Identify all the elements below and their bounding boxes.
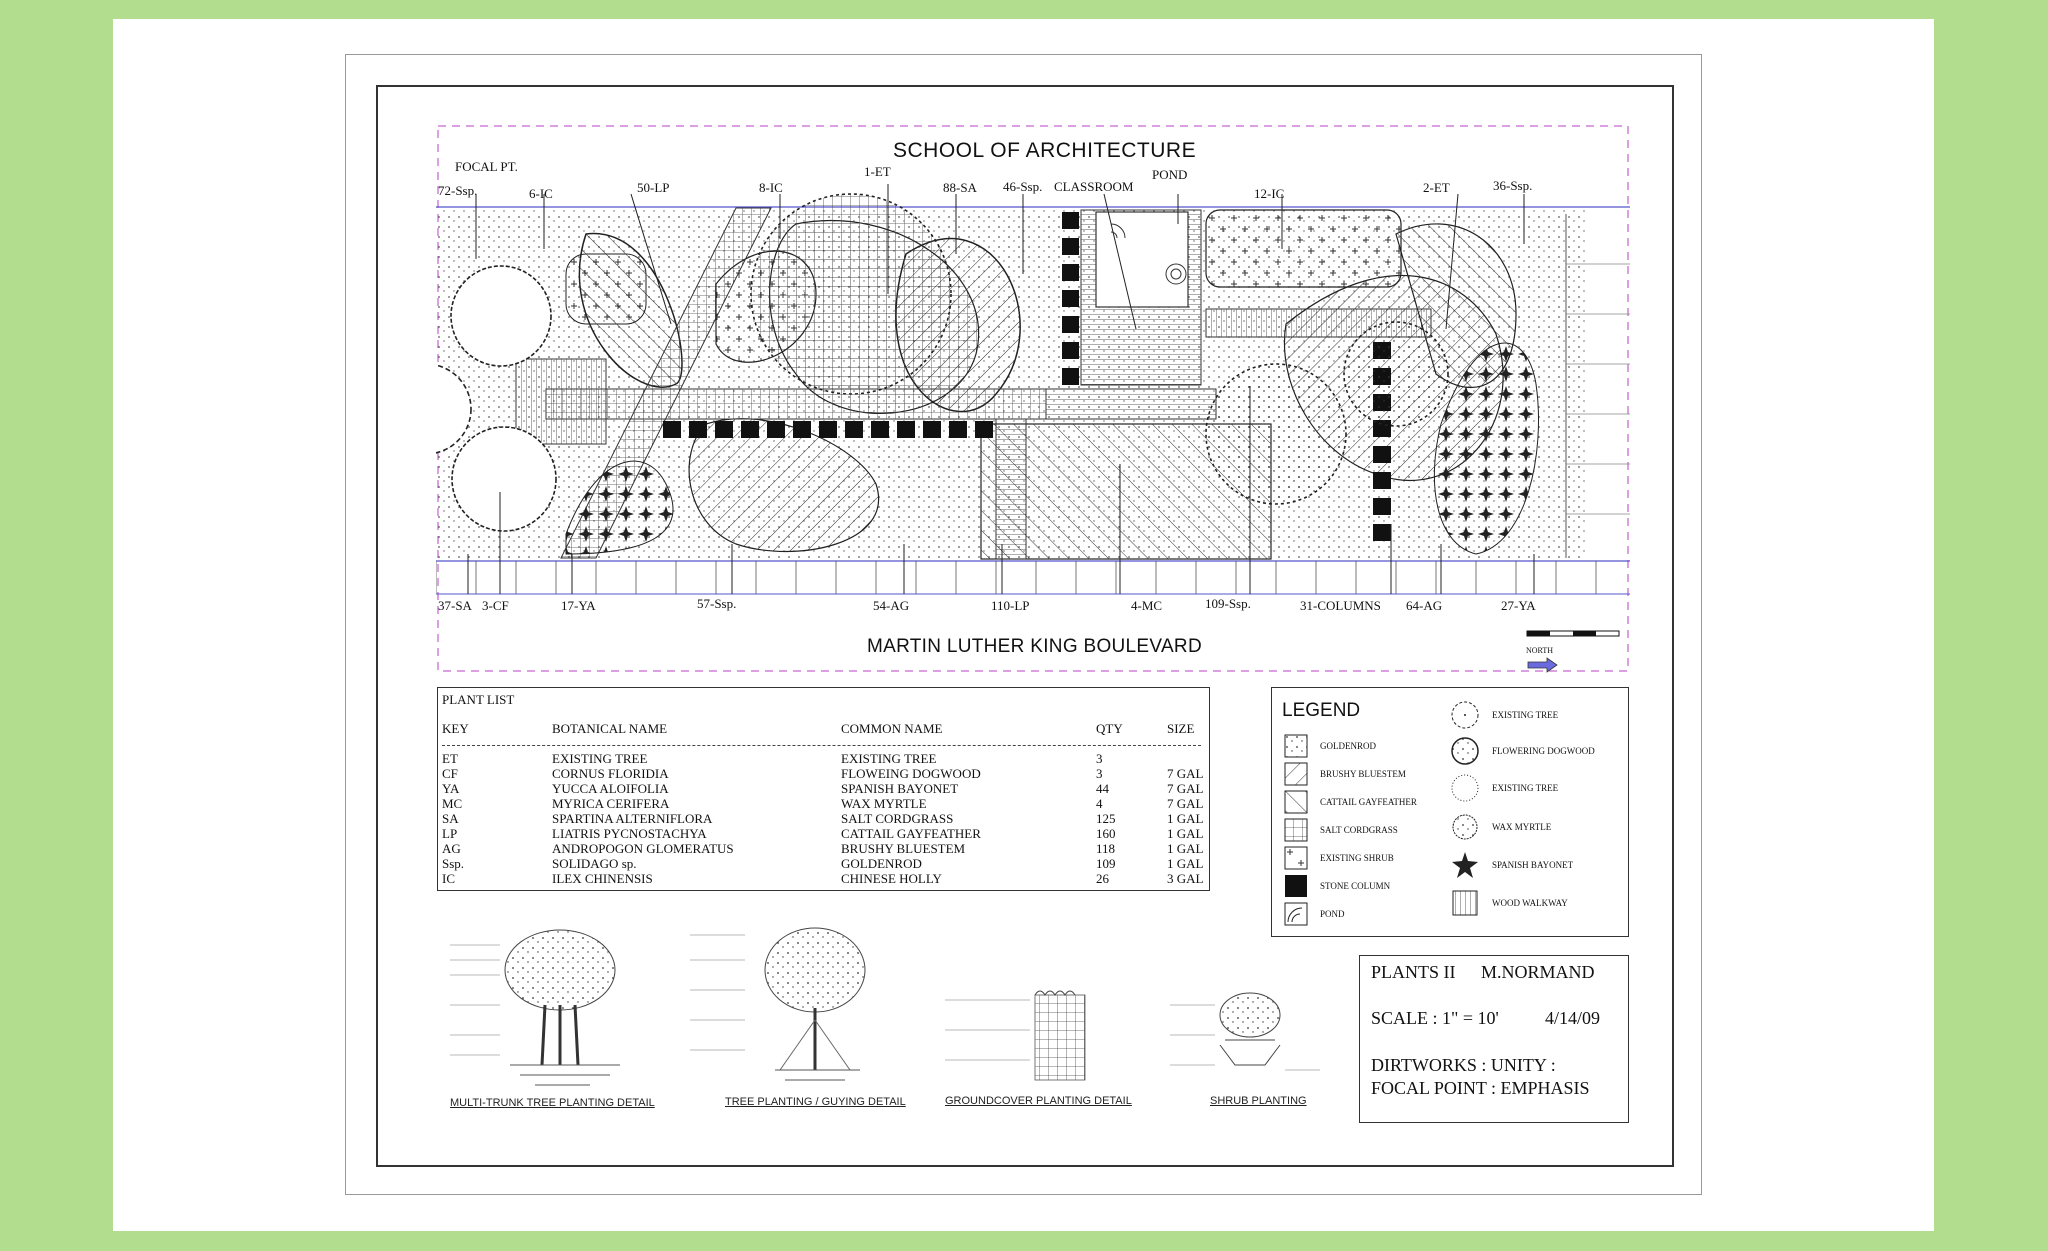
legend-item: FLOWERING DOGWOOD [1450, 736, 1595, 766]
callout-top: 88-SA [943, 180, 977, 195]
callout-top: 72-Ssp. [438, 183, 478, 198]
site-title: SCHOOL OF ARCHITECTURE [893, 139, 1197, 162]
table-row: CF CORNUS FLORIDIA FLOWEING DOGWOOD 3 7 GAL [442, 766, 1204, 781]
drawing-date: 4/14/09 [1545, 1008, 1601, 1028]
notes-line-2: FOCAL POINT : EMPHASIS [1371, 1078, 1590, 1098]
callout-bottom: 3-CF [482, 598, 509, 613]
legend-title: LEGEND [1282, 700, 1361, 721]
callout-top: 12-IC [1254, 186, 1285, 201]
col-qty: QTY [1096, 721, 1123, 736]
col-key: KEY [442, 721, 469, 736]
author-name: M.NORMAND [1481, 962, 1595, 982]
callout-top: 36-Ssp. [1493, 178, 1533, 193]
course-name: PLANTS II [1371, 962, 1456, 982]
existing-tree-icon [1450, 700, 1480, 730]
goldenrod-swatch-icon [1284, 734, 1308, 758]
callout-top: 8-IC [759, 180, 783, 195]
notes-line-1: DIRTWORKS : UNITY : [1371, 1055, 1556, 1075]
table-row: SA SPARTINA ALTERNIFLORA SALT CORDGRASS 125 1 GAL [442, 811, 1204, 826]
callout-top: 46-Ssp. [1003, 179, 1043, 194]
table-row: Ssp. SOLIDAGO sp. GOLDENROD 109 1 GAL [442, 856, 1204, 871]
legend-item: EXISTING SHRUB [1284, 846, 1394, 870]
legend-item: STONE COLUMN [1284, 874, 1390, 898]
shrub-swatch-icon [1284, 846, 1308, 870]
drawing-scale: SCALE : 1" = 10' [1371, 1008, 1499, 1028]
legend-item: BRUSHY BLUESTEM [1284, 762, 1406, 786]
legend-item: WAX MYRTLE [1450, 812, 1551, 842]
col-size: SIZE [1167, 721, 1195, 736]
callout-bottom: 54-AG [873, 598, 910, 613]
existing-tree-alt-icon [1450, 773, 1480, 803]
spanish-bayonet-icon [1450, 850, 1480, 880]
legend-item: SALT CORDGRASS [1284, 818, 1398, 842]
tree-planting-detail: TREE PLANTING / GUYING DETAIL [685, 920, 910, 1115]
groundcover-planting-detail: GROUNDCOVER PLANTING DETAIL [940, 985, 1140, 1110]
callout-bottom: 109-Ssp. [1205, 596, 1251, 611]
title-block [1359, 955, 1629, 1123]
divider [442, 745, 1201, 746]
table-row: YA YUCCA ALOIFOLIA SPANISH BAYONET 44 7 GAL [442, 781, 1204, 796]
cordgrass-swatch-icon [1284, 818, 1308, 842]
callout-bottom: 31-COLUMNS [1300, 598, 1381, 613]
callout-bottom: 110-LP [991, 598, 1030, 613]
callout-top: 1-ET [864, 164, 891, 179]
callout-top: POND [1152, 167, 1188, 182]
wood-walkway-icon [1450, 890, 1480, 916]
callout-bottom: 17-YA [561, 598, 596, 613]
table-row: AG ANDROPOGON GLOMERATUS BRUSHY BLUESTEM 118 1 GAL [442, 841, 1204, 856]
callout-bottom: 57-Ssp. [697, 596, 737, 611]
plant-list-heading: PLANT LIST [442, 692, 515, 707]
stone-column-icon [1284, 874, 1308, 898]
callout-bottom: 4-MC [1131, 598, 1163, 613]
col-common: COMMON NAME [841, 721, 943, 736]
legend-item: EXISTING TREE [1450, 700, 1558, 730]
legend-item: GOLDENROD [1284, 734, 1376, 758]
callout-top: FOCAL PT. [455, 159, 518, 174]
callout-top: 2-ET [1423, 180, 1450, 195]
wax-myrtle-icon [1450, 812, 1480, 842]
gayfeather-swatch-icon [1284, 790, 1308, 814]
multi-trunk-tree-illustration [440, 925, 665, 1095]
callout-top: 50-LP [637, 180, 670, 195]
callout-bottom: 37-SA [438, 598, 472, 613]
table-row: MC MYRICA CERIFERA WAX MYRTLE 4 7 GAL [442, 796, 1204, 811]
shrub-planting-detail: SHRUB PLANTING [1165, 985, 1325, 1110]
callout-top: 6-IC [529, 186, 553, 201]
callout-top: CLASSROOM [1054, 179, 1134, 194]
legend-item: WOOD WALKWAY [1450, 890, 1568, 916]
street-name: MARTIN LUTHER KING BOULEVARD [867, 636, 1202, 657]
table-row: ET EXISTING TREE EXISTING TREE 3 [442, 751, 1103, 766]
plant-list [437, 687, 1210, 891]
legend-item: POND [1284, 902, 1345, 926]
multi-trunk-tree-detail: MULTI-TRUNK TREE PLANTING DETAIL [440, 925, 665, 1115]
table-row: IC ILEX CHINENSIS CHINESE HOLLY 26 3 GAL [442, 871, 1204, 886]
col-botanical: BOTANICAL NAME [552, 721, 668, 736]
tree-planting-illustration [685, 920, 910, 1090]
north-label: NORTH [1526, 646, 1554, 655]
callout-bottom: 27-YA [1501, 598, 1536, 613]
dogwood-icon [1450, 736, 1480, 766]
legend-item: SPANISH BAYONET [1450, 850, 1573, 880]
callout-bottom: 64-AG [1406, 598, 1443, 613]
legend-item: CATTAIL GAYFEATHER [1284, 790, 1417, 814]
site-plan [436, 124, 1630, 676]
bluestem-swatch-icon [1284, 762, 1308, 786]
groundcover-illustration [940, 985, 1140, 1085]
table-row: LP LIATRIS PYCNOSTACHYA CATTAIL GAYFEATHER 160 1 GAL [442, 826, 1204, 841]
shrub-illustration [1165, 985, 1325, 1085]
legend-item: EXISTING TREE [1450, 773, 1558, 803]
pond-icon [1284, 902, 1308, 926]
legend [1271, 687, 1629, 937]
